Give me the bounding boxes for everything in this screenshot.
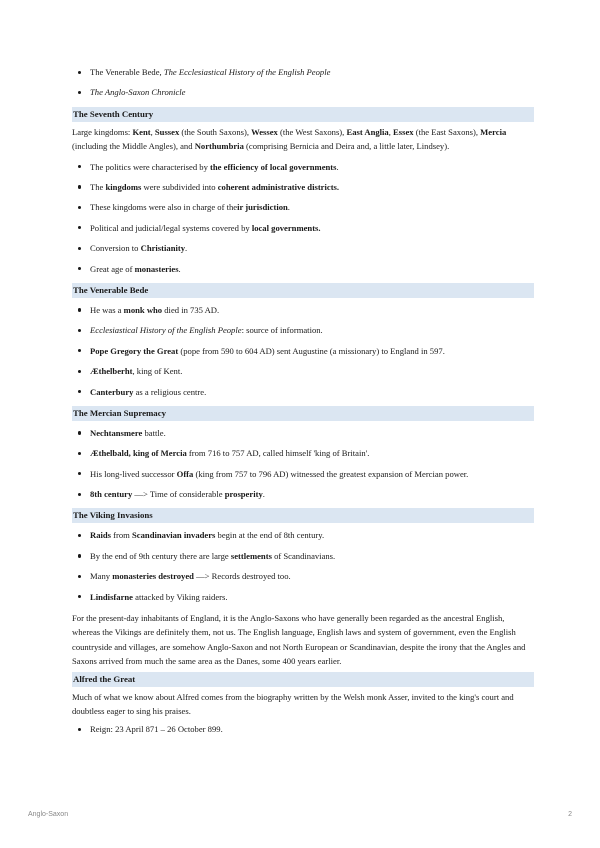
list-item: Æthelberht, king of Kent. (72, 365, 534, 377)
paragraph: Much of what we know about Alfred comes from the biography written by the Welsh monk Asser, invited to the king's court and doubtless eager to sing his praises. (72, 691, 514, 717)
section-heading: The Venerable Bede (72, 283, 534, 298)
list-item: 8th century —> Time of considerable prosperity. (72, 488, 534, 500)
paragraph: For the present-day inhabitants of England, it is the Anglo-Saxons who have generally been regarded as the ancestral English, whereas the Vikings are definitely them, not us. The English language, English laws and system of government, even the English countryside and villages, are somehow Anglo-Saxon and not North European or Scandinavian, despite the irony that the Angles and Saxons arrived from much the same area as the Danes, some 400 years earlier. (72, 613, 526, 667)
list-item: Conversion to Christianity. (72, 242, 534, 254)
section-heading: The Viking Invasions (72, 508, 534, 523)
paragraph: Large kingdoms: Kent, Sussex (the South Saxons), Wessex (the West Saxons), East Anglia, Essex (the East Saxons), Mercia (including the Middle Angles), and Northumbria (comprising Bernicia and Deira and, a little later, Lindsey). (72, 126, 507, 152)
document-page (72, 66, 534, 744)
section-heading: The Mercian Supremacy (72, 406, 534, 421)
list-item: Great age of monasteries. (72, 263, 534, 275)
list-item: Æthelbald, king of Mercia from 716 to 757 AD, called himself 'king of Britain'. (72, 447, 534, 459)
list-item: Reign: 23 April 871 – 26 October 899. (72, 723, 534, 735)
bullet-list (72, 161, 534, 275)
list-item: His long-lived successor Offa (king from 757 to 796 AD) witnessed the greatest expansion of Mercian power. (72, 468, 534, 480)
list-item: By the end of 9th century there are large settlements of Scandinavians. (72, 550, 534, 562)
list-item: The kingdoms were subdivided into coherent administrative districts. (72, 181, 534, 193)
list-item: Raids from Scandinavian invaders begin at the end of 8th century. (72, 529, 534, 541)
intro-bullet-list (72, 66, 534, 98)
list-item: The Anglo-Saxon Chronicle (72, 86, 534, 98)
list-item: These kingdoms were also in charge of their jurisdiction. (72, 201, 534, 213)
list-item: Pope Gregory the Great (pope from 590 to 604 AD) sent Augustine (a missionary) to England in 597. (72, 345, 534, 357)
list-item: Political and judicial/legal systems covered by local governments. (72, 222, 534, 234)
section-heading: The Seventh Century (72, 107, 534, 122)
list-item: He was a monk who died in 735 AD. (72, 304, 534, 316)
footer-title: Anglo-Saxon (28, 811, 69, 818)
list-item: Many monasteries destroyed —> Records destroyed too. (72, 570, 534, 582)
page-number: 2 (568, 811, 572, 818)
list-item: Canterbury as a religious centre. (72, 386, 534, 398)
list-item: The Venerable Bede, The Ecclesiastical History of the English People (72, 66, 534, 78)
section-heading: Alfred the Great (72, 672, 534, 687)
list-item: The politics were characterised by the efficiency of local governments. (72, 161, 534, 173)
list-item: Nechtansmere battle. (72, 427, 534, 439)
bullet-list (72, 427, 534, 500)
list-item: Lindisfarne attacked by Viking raiders. (72, 591, 534, 603)
bullet-list (72, 304, 534, 398)
bullet-list (72, 529, 534, 602)
list-item: Ecclesiastical History of the English People: source of information. (72, 324, 534, 336)
bullet-list (72, 723, 534, 735)
